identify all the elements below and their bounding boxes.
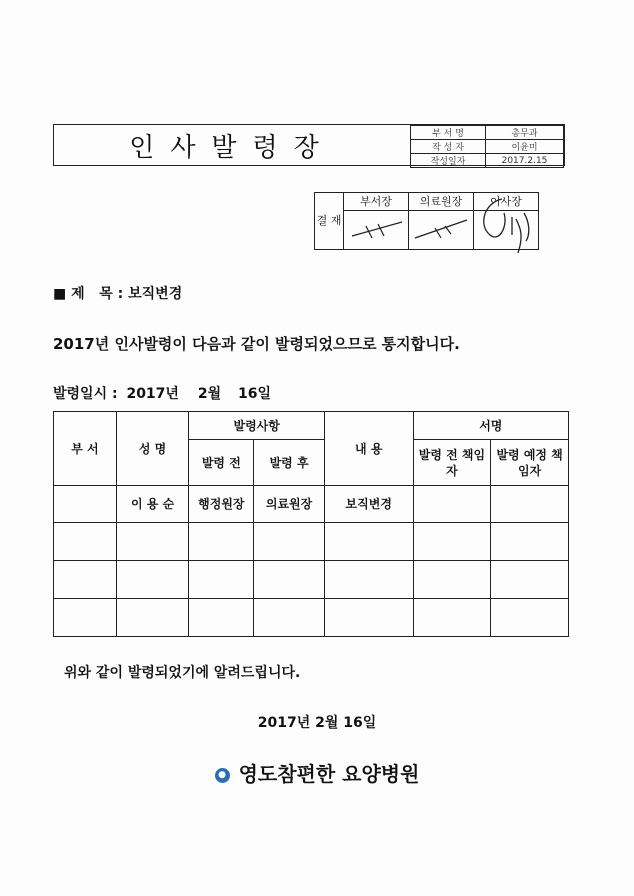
cell-name: 이 용 순 xyxy=(116,486,189,523)
cell-sign-after xyxy=(491,486,569,523)
table-row xyxy=(54,599,569,637)
header-sign: 서명 xyxy=(413,412,568,440)
cell-before xyxy=(189,561,254,599)
cell-sign-before xyxy=(413,486,491,523)
cell-dept xyxy=(54,486,117,523)
footer-date: 2017년 2월 16일 xyxy=(257,715,377,731)
cell-after: 의료원장 xyxy=(254,486,325,523)
header-content: 내 용 xyxy=(324,412,413,486)
approval-box xyxy=(314,192,539,250)
intro-text: 2017년 인사발령이 다음과 같이 발령되었으므로 통지합니다. xyxy=(53,335,460,353)
cell-dept xyxy=(54,561,117,599)
cell-sign-after xyxy=(491,561,569,599)
table-row xyxy=(54,523,569,561)
cell-sign-before xyxy=(413,599,491,637)
table-row xyxy=(54,486,569,523)
issue-date-year: 2017년 xyxy=(126,386,179,402)
cell-name xyxy=(116,561,189,599)
approval-signature-cell xyxy=(344,210,409,249)
meta-label: 작 성 자 xyxy=(411,140,486,154)
cell-dept xyxy=(54,523,117,561)
meta-label: 부 서 명 xyxy=(411,126,486,140)
hospital-seal-icon: ● xyxy=(215,768,230,783)
cell-sign-before xyxy=(413,561,491,599)
approval-row-label: 결 재 xyxy=(315,193,344,250)
organization-line xyxy=(0,758,634,787)
cell-content: 보직변경 xyxy=(324,486,413,523)
meta-label: 작성일자 xyxy=(411,154,486,168)
signature-mark xyxy=(411,212,471,244)
meta-value: 이윤미 xyxy=(486,140,564,154)
cell-before xyxy=(189,599,254,637)
approval-signature-cell xyxy=(474,210,539,249)
header-before: 발령 전 xyxy=(189,440,254,486)
meta-table xyxy=(410,125,564,168)
header-sign-after: 발령 예정 책임자 xyxy=(491,440,569,486)
document-title: 인사발령장 xyxy=(54,125,411,165)
closing-text: 위와 같이 발령되었기에 알려드립니다. xyxy=(64,665,301,681)
meta-value: 2017.2.15 xyxy=(486,154,564,168)
approval-header: 부서장 xyxy=(344,193,409,211)
approval-header: 의료원장 xyxy=(409,193,474,211)
header-sign-before: 발령 전 책임자 xyxy=(413,440,491,486)
meta-value: 총무과 xyxy=(486,126,564,140)
cell-before: 행정원장 xyxy=(189,486,254,523)
cell-content xyxy=(324,599,413,637)
cell-name xyxy=(116,523,189,561)
subject-line xyxy=(53,283,182,303)
issue-date-month: 2월 xyxy=(197,386,222,402)
subject-value: 보직변경 xyxy=(128,286,183,302)
cell-content xyxy=(324,561,413,599)
header-dept: 부 서 xyxy=(54,412,117,486)
signature-mark xyxy=(474,195,538,257)
cell-after xyxy=(254,599,325,637)
cell-content xyxy=(324,523,413,561)
issue-date-line xyxy=(53,383,271,403)
cell-name xyxy=(116,599,189,637)
personnel-table xyxy=(53,411,569,637)
subject-label: ■ 제 목 : xyxy=(53,286,124,302)
table-row xyxy=(54,561,569,599)
header-info: 발령사항 xyxy=(189,412,324,440)
approval-signature-cell xyxy=(409,210,474,249)
cell-sign-after xyxy=(491,523,569,561)
document-header xyxy=(53,124,565,166)
cell-sign-after xyxy=(491,599,569,637)
approval-header: 이사장 xyxy=(474,193,539,211)
cell-after xyxy=(254,561,325,599)
cell-after xyxy=(254,523,325,561)
organization-name: 영도참편한 요양병원 xyxy=(238,762,420,786)
cell-sign-before xyxy=(413,523,491,561)
issue-date-label: 발령일시 : xyxy=(53,386,118,402)
header-name: 성 명 xyxy=(116,412,189,486)
signature-mark xyxy=(346,212,406,244)
issue-date-day: 16일 xyxy=(237,386,271,402)
header-after: 발령 후 xyxy=(254,440,325,486)
cell-dept xyxy=(54,599,117,637)
cell-before xyxy=(189,523,254,561)
